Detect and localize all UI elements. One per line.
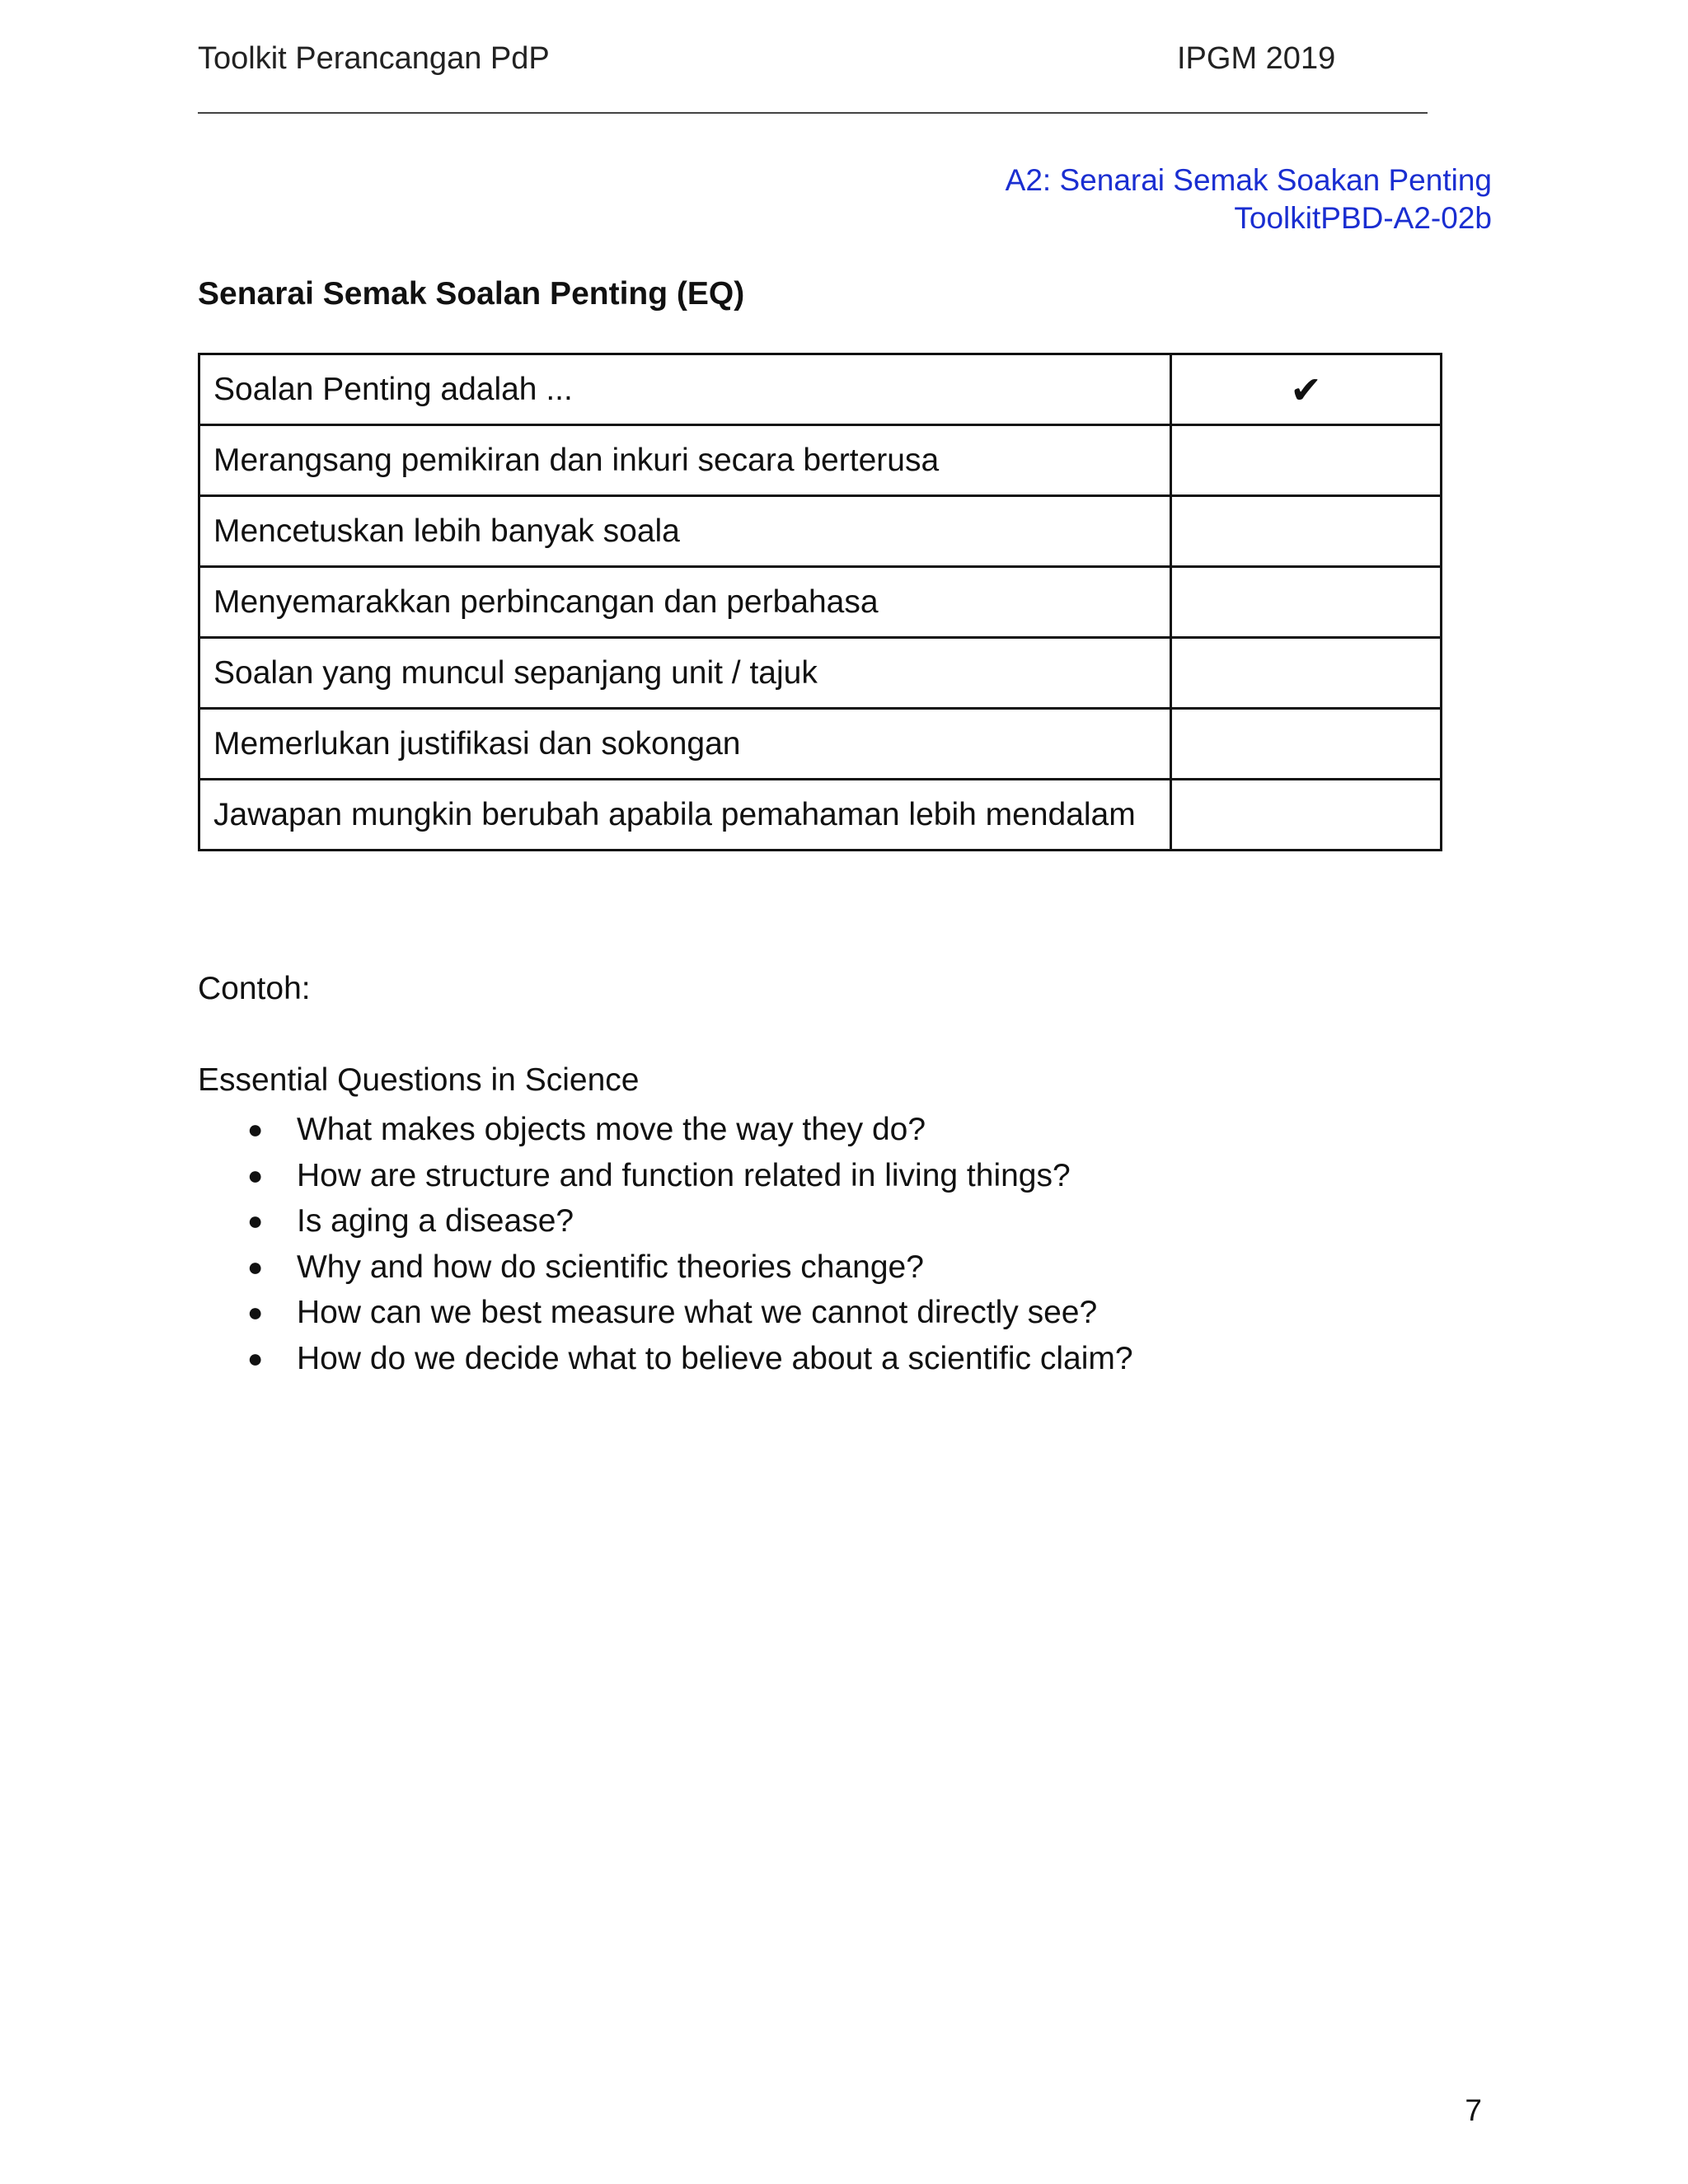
list-item: [198, 1336, 1133, 1382]
header-title: Toolkit Perancangan PdP: [198, 41, 550, 76]
checklist-row: [199, 709, 1442, 780]
checklist-checkbox-cell[interactable]: [1171, 496, 1442, 567]
bullet-icon: ●: [247, 1160, 264, 1190]
checklist-checkbox-cell[interactable]: [1171, 425, 1442, 496]
list-item-text: How are structure and function related in living things?: [297, 1157, 1071, 1193]
page-number: 7: [1465, 2093, 1482, 2127]
list-item: [198, 1198, 1133, 1244]
checklist-row: [199, 567, 1442, 638]
bullet-icon: ●: [247, 1251, 264, 1282]
list-item-text: How can we best measure what we cannot directly see?: [297, 1295, 1098, 1330]
document-reference-title: A2: Senarai Semak Soakan Penting: [1005, 163, 1492, 197]
essential-questions-list: [198, 1107, 1133, 1381]
checklist-item-text: Jawapan mungkin berubah apabila pemahaman lebih mendalam: [199, 780, 1171, 851]
checklist-row: [199, 496, 1442, 567]
header-organization: IPGM 2019: [1177, 41, 1336, 76]
checklist-checkbox-cell[interactable]: [1171, 638, 1442, 709]
bullet-icon: ●: [247, 1114, 264, 1144]
check-mark-icon: ✔: [1171, 354, 1442, 425]
checklist-header-row: [199, 354, 1442, 425]
checklist-item-text: Mencetuskan lebih banyak soala: [199, 496, 1171, 567]
checklist-item-text: Merangsang pemikiran dan inkuri secara berterusa: [199, 425, 1171, 496]
list-item: [198, 1107, 1133, 1153]
list-item-text: What makes objects move the way they do?: [297, 1112, 926, 1147]
bullet-icon: ●: [247, 1343, 264, 1373]
bullet-icon: ●: [247, 1297, 264, 1327]
checklist-row: [199, 425, 1442, 496]
essential-questions-heading: Essential Questions in Science: [198, 1062, 640, 1098]
checklist-item-text: Menyemarakkan perbincangan dan perbahasa: [199, 567, 1171, 638]
checklist-item-text: Memerlukan justifikasi dan sokongan: [199, 709, 1171, 780]
checklist-row: [199, 638, 1442, 709]
list-item: [198, 1153, 1133, 1199]
list-item: [198, 1244, 1133, 1291]
checklist-row: [199, 780, 1442, 851]
checklist-item-text: Soalan yang muncul sepanjang unit / tajuk: [199, 638, 1171, 709]
checklist-checkbox-cell[interactable]: [1171, 780, 1442, 851]
list-item-text: Why and how do scientific theories change?: [297, 1249, 924, 1285]
document-reference-code: ToolkitPBD-A2-02b: [1234, 201, 1492, 235]
checklist-header-label: Soalan Penting adalah ...: [199, 354, 1171, 425]
checklist-checkbox-cell[interactable]: [1171, 709, 1442, 780]
document-reference: [1006, 162, 1492, 237]
list-item-text: How do we decide what to believe about a scientific claim?: [297, 1340, 1133, 1376]
checklist-checkbox-cell[interactable]: [1171, 567, 1442, 638]
header-divider: [198, 112, 1428, 114]
bullet-icon: ●: [247, 1206, 264, 1235]
example-label: Contoh:: [198, 971, 311, 1006]
checklist-table: [198, 353, 1442, 851]
section-title: Senarai Semak Soalan Penting (EQ): [198, 276, 745, 312]
list-item: [198, 1290, 1133, 1336]
list-item-text: Is aging a disease?: [297, 1203, 574, 1239]
